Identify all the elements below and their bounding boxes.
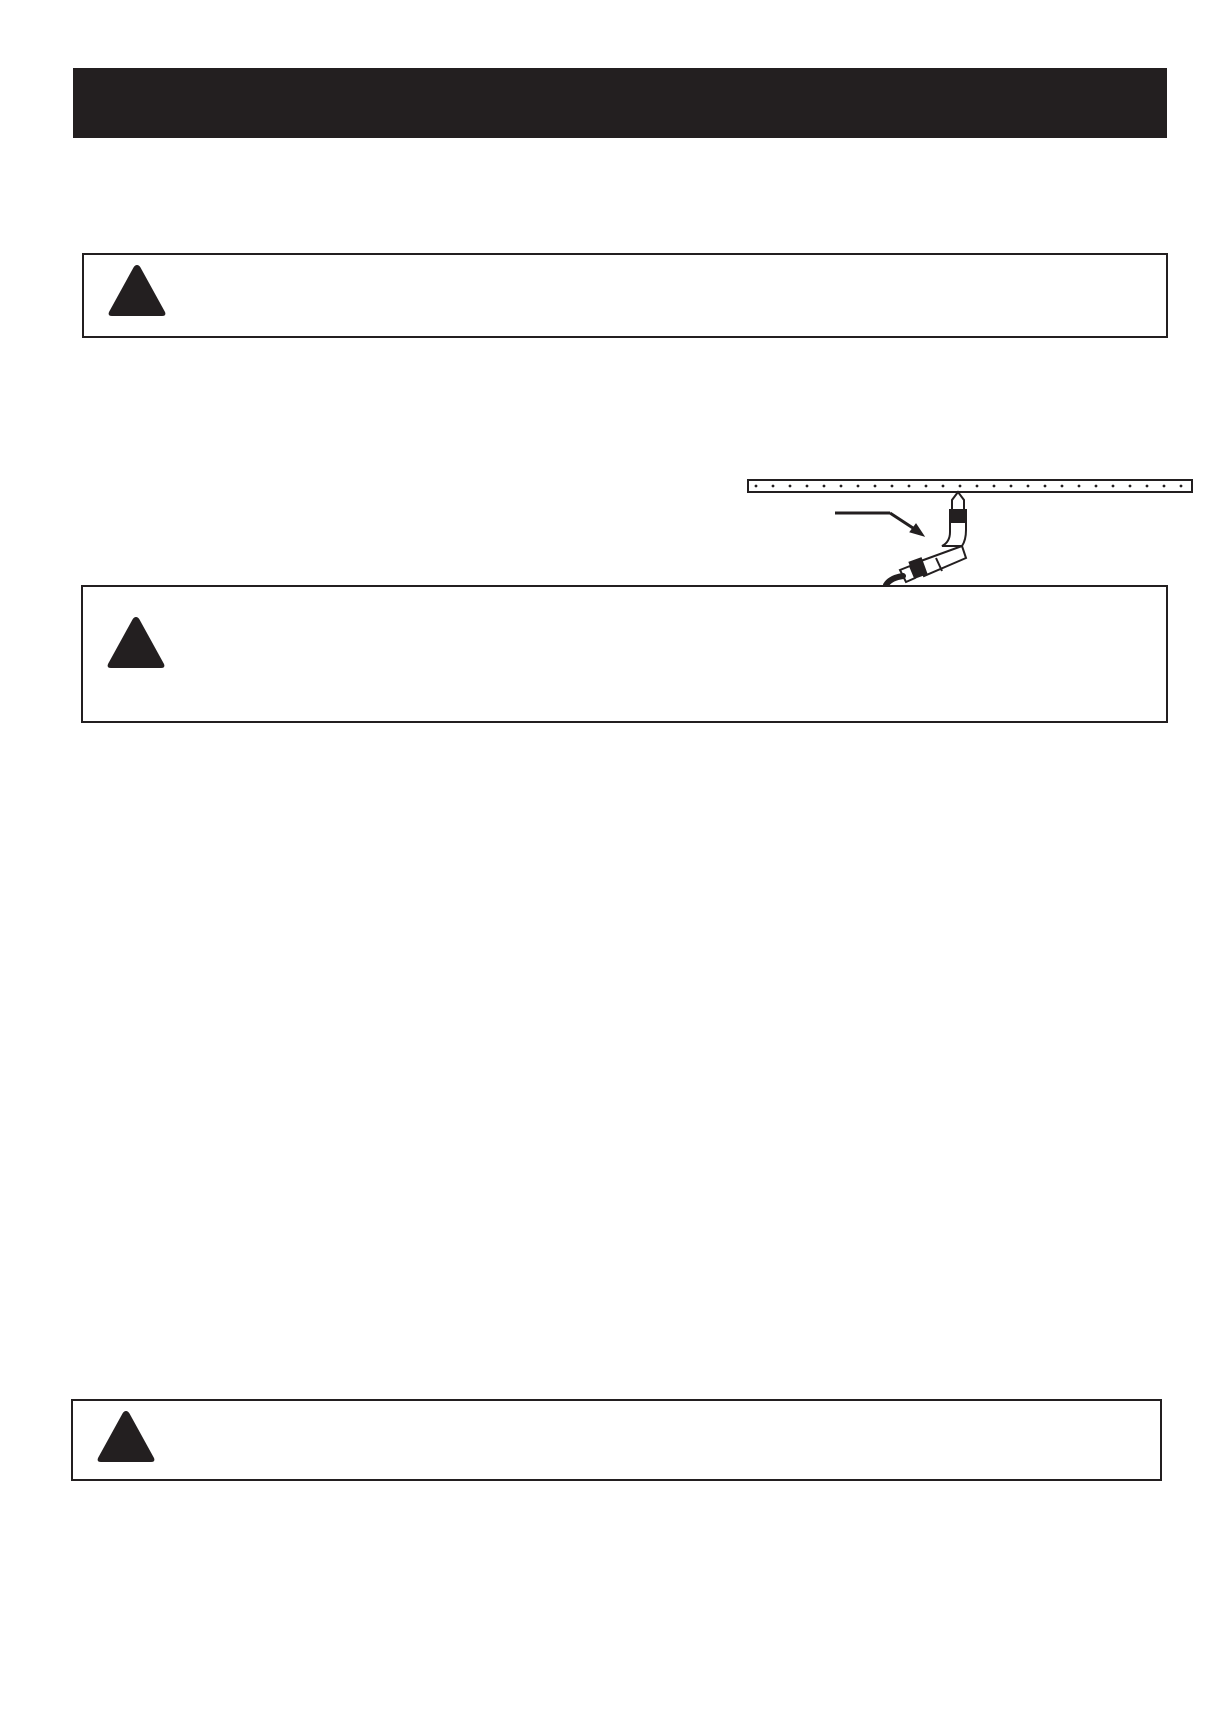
callout-arrow <box>835 513 924 536</box>
warning-triangle-icon <box>105 615 167 671</box>
gas-hose <box>886 576 903 585</box>
warning-box-3 <box>71 1399 1162 1481</box>
warning-triangle-icon <box>106 263 168 319</box>
gas-valve-connector <box>900 546 966 582</box>
burner-inlet <box>942 492 966 546</box>
burner-tube-illustration <box>740 470 1200 585</box>
warning-triangle-icon <box>95 1409 157 1465</box>
warning-box-2 <box>81 585 1168 723</box>
warning-box-1 <box>82 253 1168 338</box>
burner-tube <box>748 480 1192 492</box>
section-header-bar <box>73 68 1167 138</box>
